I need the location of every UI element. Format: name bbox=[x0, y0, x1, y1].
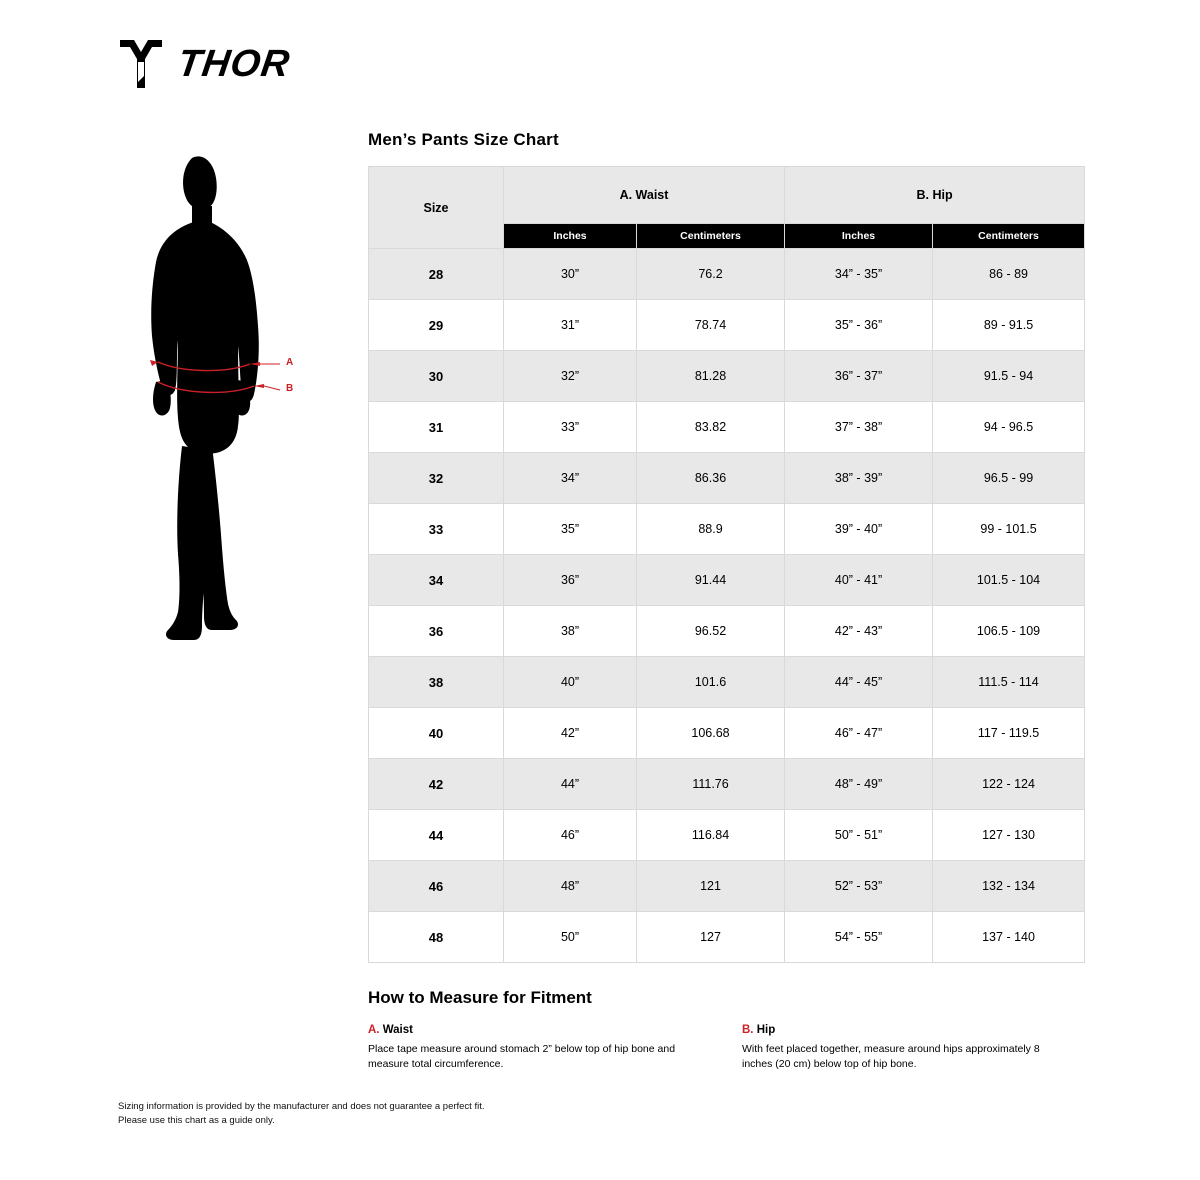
table-row bbox=[369, 453, 1085, 504]
cell-waist-inches: 38” bbox=[504, 606, 637, 657]
cell-waist-inches: 36” bbox=[504, 555, 637, 606]
header-waist-centimeters: Centimeters bbox=[637, 224, 785, 249]
cell-size: 28 bbox=[369, 249, 504, 300]
cell-waist-cm: 76.2 bbox=[637, 249, 785, 300]
cell-waist-cm: 121 bbox=[637, 861, 785, 912]
cell-size: 40 bbox=[369, 708, 504, 759]
cell-hip-cm: 122 - 124 bbox=[933, 759, 1085, 810]
marker-label-b: B bbox=[286, 383, 294, 394]
cell-waist-inches: 34” bbox=[504, 453, 637, 504]
cell-hip-inches: 54” - 55” bbox=[785, 912, 933, 963]
header-hip-inches: Inches bbox=[785, 224, 933, 249]
cell-hip-inches: 40” - 41” bbox=[785, 555, 933, 606]
cell-hip-cm: 91.5 - 94 bbox=[933, 351, 1085, 402]
table-row bbox=[369, 657, 1085, 708]
how-to-measure-section bbox=[368, 988, 1084, 1072]
table-row bbox=[369, 606, 1085, 657]
page-title: Men’s Pants Size Chart bbox=[368, 130, 559, 149]
cell-hip-inches: 44” - 45” bbox=[785, 657, 933, 708]
cell-waist-inches: 48” bbox=[504, 861, 637, 912]
header-size: Size bbox=[369, 167, 504, 249]
how-to-measure-waist-heading bbox=[368, 1024, 742, 1036]
cell-waist-inches: 50” bbox=[504, 912, 637, 963]
cell-waist-cm: 86.36 bbox=[637, 453, 785, 504]
cell-waist-inches: 32” bbox=[504, 351, 637, 402]
disclaimer-line-1: Sizing information is provided by the manufacturer and does not guarantee a perfect fit. bbox=[118, 1101, 485, 1112]
waist-letter: A. bbox=[368, 1024, 380, 1036]
header-waist-group: A. Waist bbox=[504, 167, 785, 224]
body-silhouette-figure bbox=[120, 150, 350, 650]
how-to-measure-hip-text: With feet placed together, measure around hips approximately 8 inches (20 cm) below top of hip bone. bbox=[742, 1043, 1040, 1071]
cell-size: 44 bbox=[369, 810, 504, 861]
cell-hip-cm: 101.5 - 104 bbox=[933, 555, 1085, 606]
cell-hip-cm: 117 - 119.5 bbox=[933, 708, 1085, 759]
cell-hip-cm: 132 - 134 bbox=[933, 861, 1085, 912]
how-to-measure-title: How to Measure for Fitment bbox=[368, 988, 592, 1007]
table-row bbox=[369, 300, 1085, 351]
hip-name: Hip bbox=[756, 1024, 776, 1036]
cell-hip-inches: 38” - 39” bbox=[785, 453, 933, 504]
cell-waist-cm: 91.44 bbox=[637, 555, 785, 606]
cell-hip-inches: 52” - 53” bbox=[785, 861, 933, 912]
table-row bbox=[369, 759, 1085, 810]
cell-hip-inches: 46” - 47” bbox=[785, 708, 933, 759]
cell-waist-inches: 44” bbox=[504, 759, 637, 810]
cell-hip-inches: 48” - 49” bbox=[785, 759, 933, 810]
hip-letter: B. bbox=[742, 1024, 754, 1036]
waist-name: Waist bbox=[382, 1024, 413, 1036]
table-row bbox=[369, 504, 1085, 555]
header-waist-inches: Inches bbox=[504, 224, 637, 249]
cell-size: 32 bbox=[369, 453, 504, 504]
male-silhouette-icon bbox=[120, 150, 350, 650]
cell-hip-cm: 94 - 96.5 bbox=[933, 402, 1085, 453]
cell-hip-cm: 96.5 - 99 bbox=[933, 453, 1085, 504]
cell-waist-inches: 35” bbox=[504, 504, 637, 555]
cell-waist-cm: 101.6 bbox=[637, 657, 785, 708]
cell-waist-cm: 106.68 bbox=[637, 708, 785, 759]
table-row bbox=[369, 810, 1085, 861]
disclaimer-line-2: Please use this chart as a guide only. bbox=[118, 1115, 275, 1127]
cell-waist-inches: 42” bbox=[504, 708, 637, 759]
cell-size: 42 bbox=[369, 759, 504, 810]
header-hip-centimeters: Centimeters bbox=[933, 224, 1085, 249]
cell-hip-cm: 111.5 - 114 bbox=[933, 657, 1085, 708]
cell-waist-cm: 83.82 bbox=[637, 402, 785, 453]
cell-hip-inches: 50” - 51” bbox=[785, 810, 933, 861]
how-to-measure-hip-heading bbox=[742, 1024, 1084, 1036]
size-chart-section bbox=[368, 130, 1084, 963]
cell-hip-inches: 34” - 35” bbox=[785, 249, 933, 300]
cell-waist-inches: 40” bbox=[504, 657, 637, 708]
header-hip-group: B. Hip bbox=[785, 167, 1085, 224]
brand-logo bbox=[118, 38, 293, 90]
marker-label-a: A bbox=[286, 357, 294, 368]
table-row bbox=[369, 351, 1085, 402]
cell-waist-cm: 116.84 bbox=[637, 810, 785, 861]
how-to-measure-hip bbox=[742, 1024, 1084, 1072]
cell-waist-cm: 127 bbox=[637, 912, 785, 963]
table-row bbox=[369, 249, 1085, 300]
cell-hip-cm: 99 - 101.5 bbox=[933, 504, 1085, 555]
size-chart-table bbox=[368, 166, 1085, 963]
cell-hip-inches: 37” - 38” bbox=[785, 402, 933, 453]
cell-waist-cm: 88.9 bbox=[637, 504, 785, 555]
cell-size: 36 bbox=[369, 606, 504, 657]
cell-waist-inches: 46” bbox=[504, 810, 637, 861]
cell-hip-inches: 42” - 43” bbox=[785, 606, 933, 657]
cell-waist-inches: 33” bbox=[504, 402, 637, 453]
cell-hip-cm: 86 - 89 bbox=[933, 249, 1085, 300]
cell-hip-inches: 36” - 37” bbox=[785, 351, 933, 402]
cell-waist-cm: 96.52 bbox=[637, 606, 785, 657]
brand-name: THOR bbox=[175, 42, 293, 85]
cell-hip-cm: 137 - 140 bbox=[933, 912, 1085, 963]
table-row bbox=[369, 555, 1085, 606]
cell-hip-cm: 106.5 - 109 bbox=[933, 606, 1085, 657]
cell-waist-inches: 30” bbox=[504, 249, 637, 300]
cell-size: 48 bbox=[369, 912, 504, 963]
cell-size: 33 bbox=[369, 504, 504, 555]
cell-size: 29 bbox=[369, 300, 504, 351]
how-to-measure-waist-text: Place tape measure around stomach 2” below top of hip bone and measure total circumference. bbox=[368, 1043, 676, 1071]
cell-waist-cm: 81.28 bbox=[637, 351, 785, 402]
cell-size: 34 bbox=[369, 555, 504, 606]
cell-hip-inches: 39” - 40” bbox=[785, 504, 933, 555]
cell-waist-inches: 31” bbox=[504, 300, 637, 351]
thor-hammer-logo-icon bbox=[118, 38, 164, 90]
how-to-measure-waist bbox=[368, 1024, 742, 1072]
cell-waist-cm: 111.76 bbox=[637, 759, 785, 810]
cell-size: 31 bbox=[369, 402, 504, 453]
cell-size: 38 bbox=[369, 657, 504, 708]
cell-size: 46 bbox=[369, 861, 504, 912]
table-row bbox=[369, 912, 1085, 963]
cell-hip-inches: 35” - 36” bbox=[785, 300, 933, 351]
cell-size: 30 bbox=[369, 351, 504, 402]
table-row bbox=[369, 708, 1085, 759]
table-row bbox=[369, 861, 1085, 912]
cell-waist-cm: 78.74 bbox=[637, 300, 785, 351]
disclaimer bbox=[118, 1100, 485, 1129]
cell-hip-cm: 89 - 91.5 bbox=[933, 300, 1085, 351]
cell-hip-cm: 127 - 130 bbox=[933, 810, 1085, 861]
table-row bbox=[369, 402, 1085, 453]
